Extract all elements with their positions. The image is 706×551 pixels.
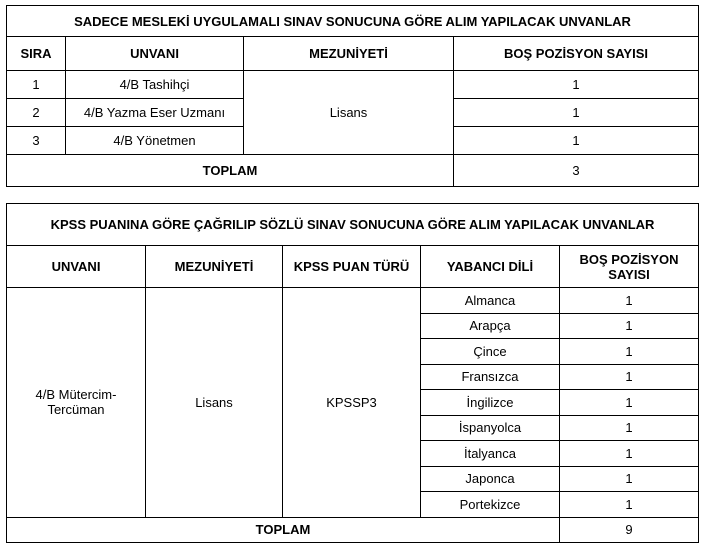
total-row — [7, 155, 699, 187]
header-yabanci-dili: YABANCI DİLİ — [421, 246, 560, 288]
total-value: 9 — [560, 517, 699, 542]
header-mezuniyeti: MEZUNİYETİ — [146, 246, 283, 288]
row-puan-turu: KPSSP3 — [283, 288, 421, 518]
row-unvan: 4/B Yönetmen — [66, 127, 244, 155]
total-label: TOPLAM — [7, 517, 560, 542]
kpss-sozlu-table — [6, 203, 699, 543]
row-bos: 1 — [560, 288, 699, 314]
row-sira: 1 — [7, 71, 66, 99]
row-dil: İngilizce — [421, 390, 560, 416]
mesleki-uygulamali-table — [6, 5, 699, 187]
row-bos: 1 — [560, 339, 699, 365]
row-bos: 1 — [454, 99, 699, 127]
row-dil: Arapça — [421, 313, 560, 339]
row-bos: 1 — [560, 441, 699, 467]
row-mezuniyet: Lisans — [244, 71, 454, 155]
row-bos: 1 — [560, 390, 699, 416]
row-sira: 3 — [7, 127, 66, 155]
header-mezuniyeti: MEZUNİYETİ — [244, 37, 454, 71]
row-unvan: 4/B Tashihçi — [66, 71, 244, 99]
row-dil: İspanyolca — [421, 415, 560, 441]
row-dil: İtalyanca — [421, 441, 560, 467]
row-mezuniyet: Lisans — [146, 288, 283, 518]
row-dil: Almanca — [421, 288, 560, 314]
row-bos: 1 — [560, 364, 699, 390]
header-bos-pozisyon: BOŞ POZİSYON SAYISI — [454, 37, 699, 71]
table-row — [7, 288, 699, 314]
row-bos: 1 — [560, 492, 699, 518]
row-bos: 1 — [454, 127, 699, 155]
header-unvani: UNVANI — [66, 37, 244, 71]
row-dil: Çince — [421, 339, 560, 365]
table1-title: SADECE MESLEKİ UYGULAMALI SINAV SONUCUNA GÖRE ALIM YAPILACAK UNVANLAR — [7, 6, 699, 37]
total-value: 3 — [454, 155, 699, 187]
row-bos: 1 — [454, 71, 699, 99]
total-row — [7, 517, 699, 542]
row-dil: Portekizce — [421, 492, 560, 518]
row-dil: Japonca — [421, 466, 560, 492]
total-label: TOPLAM — [7, 155, 454, 187]
header-bos-pozisyon: BOŞ POZİSYON SAYISI — [560, 246, 699, 288]
header-unvani: UNVANI — [7, 246, 146, 288]
row-sira: 2 — [7, 99, 66, 127]
table-row — [7, 71, 699, 99]
header-sira: SIRA — [7, 37, 66, 71]
row-bos: 1 — [560, 415, 699, 441]
table2-title: KPSS PUANINA GÖRE ÇAĞRILIP SÖZLÜ SINAV SONUCUNA GÖRE ALIM YAPILACAK UNVANLAR — [7, 204, 699, 246]
row-dil: Fransızca — [421, 364, 560, 390]
row-bos: 1 — [560, 466, 699, 492]
header-kpss-puan-turu: KPSS PUAN TÜRÜ — [283, 246, 421, 288]
row-unvan: 4/B Mütercim-Tercüman — [7, 288, 146, 518]
row-unvan: 4/B Yazma Eser Uzmanı — [66, 99, 244, 127]
row-bos: 1 — [560, 313, 699, 339]
